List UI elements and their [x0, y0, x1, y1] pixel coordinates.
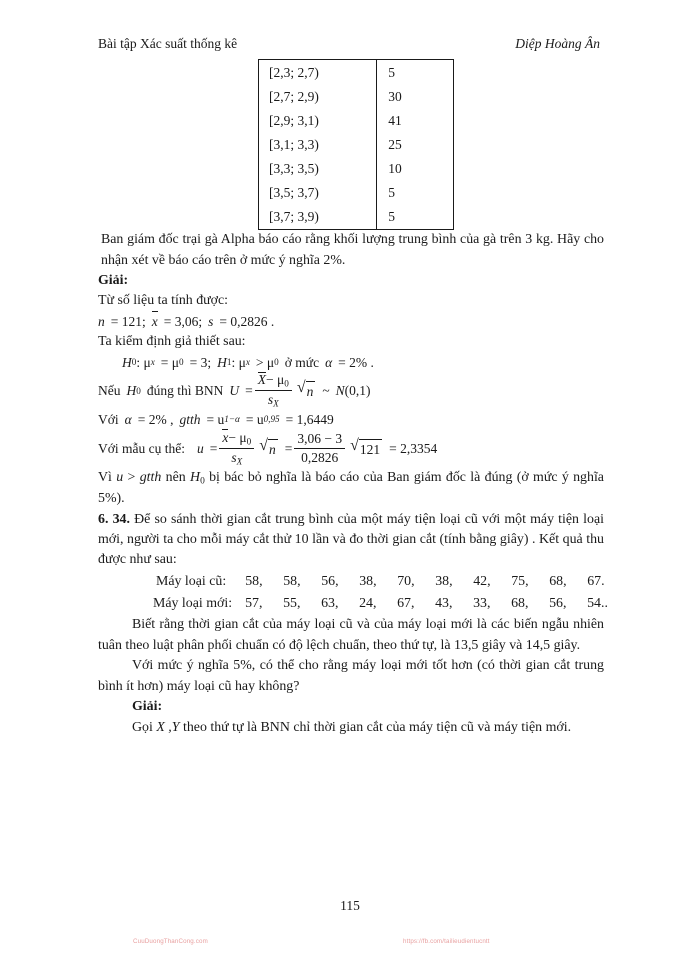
data-value: 67.	[587, 573, 605, 589]
data-value: 38,	[435, 573, 453, 589]
interval-cell: [2,9; 3,1)	[259, 108, 377, 132]
line-ta-kiem-dinh: Ta kiểm định giả thiết sau:	[98, 334, 246, 350]
u-symbol: u	[197, 440, 204, 456]
sample-computation-line	[98, 430, 604, 467]
eq-mu0: = μ	[160, 354, 180, 370]
s-subscript: X	[273, 398, 279, 409]
sqrt-n	[297, 380, 316, 403]
problem-634-answer-line	[98, 718, 604, 738]
eq-3: = 3;	[189, 354, 212, 370]
h1-colon-mu: : μ	[231, 354, 246, 370]
fraction-numerator: 3,06 − 3	[294, 431, 345, 449]
data-value: 68,	[511, 596, 529, 612]
gtth-symbol: gtth	[179, 412, 201, 428]
vi-text: Vì	[98, 469, 112, 485]
alpha-value: = 2% ,	[137, 412, 174, 428]
eq-u-2: = u	[245, 412, 264, 428]
fraction-denominator	[265, 391, 282, 409]
voi-text: Với	[98, 412, 119, 428]
table-row	[259, 157, 454, 181]
h0-symbol: H	[126, 383, 137, 399]
table-row	[259, 108, 454, 132]
critical-value: = 1,6449	[285, 412, 334, 428]
hypothesis-line	[98, 353, 604, 373]
data-value: 57,	[245, 596, 263, 612]
data-value: 67,	[397, 596, 415, 612]
data-value: 42,	[473, 573, 491, 589]
data-value: 43,	[435, 596, 453, 612]
table-row	[259, 84, 454, 108]
equals-sign: =	[209, 440, 218, 456]
h0-subscript: 0	[131, 356, 137, 367]
u-fraction	[219, 430, 254, 467]
interval-cell: [2,3; 2,7)	[259, 60, 377, 85]
n-value: = 121;	[110, 313, 146, 329]
computed-value: = 2,3354	[389, 440, 438, 456]
stats-line	[98, 312, 604, 332]
xy-variables: X ,Y	[156, 719, 180, 735]
interval-cell: [2,7; 2,9)	[259, 84, 377, 108]
count-cell: 10	[388, 161, 402, 177]
alpha-symbol: α	[124, 412, 132, 428]
table-row	[259, 181, 454, 205]
data-value: 58,	[245, 573, 263, 589]
normal-dist-symbol: N	[335, 383, 345, 399]
running-header	[98, 36, 604, 54]
problem-number: 6. 34.	[98, 511, 130, 527]
u-symbol: u	[116, 469, 124, 485]
new-machine-data-row	[98, 593, 608, 615]
u-subscript-2: 0,95	[263, 414, 280, 425]
dung-thi-bnn-text: đúng thì BNN	[146, 383, 224, 399]
data-value: 63,	[321, 596, 339, 612]
mu0b-subscript: 0	[274, 356, 279, 367]
interval-cell: [3,7; 3,9)	[259, 205, 377, 230]
header-book-title: Bài tập Xác suất thống kê	[98, 36, 238, 51]
data-value: 24,	[359, 596, 377, 612]
s-symbol: s	[231, 449, 237, 465]
equals-sign: =	[245, 383, 253, 399]
s-symbol: s	[208, 313, 214, 329]
data-value: 70,	[397, 573, 415, 589]
fraction-numerator	[255, 372, 292, 391]
problem-633-statement: Ban giám đốc trại gà Alpha báo cáo rằng khối lượng trung bình của gà trên 3 kg. Hãy cho nhận xét về báo cáo trên ở mức ý nghĩa 2%.	[101, 232, 604, 268]
h1-subscript: 1	[226, 356, 232, 367]
count-cell: 30	[388, 88, 402, 104]
mux2-subscript: x	[245, 356, 250, 367]
alpha-symbol: α	[325, 354, 333, 370]
mu0-subscript: 0	[179, 356, 184, 367]
data-value: 55,	[283, 596, 301, 612]
table-row	[259, 60, 454, 85]
xbar-value: = 3,06;	[163, 313, 203, 329]
mux-subscript: x	[150, 356, 155, 367]
new-machine-label: Máy loại mới:	[153, 596, 233, 612]
radicand: 121	[359, 439, 382, 460]
old-machine-values	[245, 574, 625, 589]
count-cell: 41	[388, 112, 402, 128]
mu0-subscript: 0	[246, 436, 252, 447]
header-author: Diệp Hoàng Ân	[515, 36, 600, 51]
problem-634-statement	[98, 510, 604, 571]
sqrt-n	[259, 437, 278, 460]
count-cell: 5	[388, 64, 396, 80]
normal-dist-args: (0,1)	[344, 383, 371, 399]
sqrt-121	[350, 437, 382, 460]
giai-heading-633: Giải:	[98, 272, 129, 288]
radical-sign: √	[259, 436, 268, 454]
conclusion-633	[98, 468, 604, 510]
gtth-symbol: gtth	[139, 469, 162, 485]
watermark-left: CuuDuongThanCong.com	[133, 938, 208, 945]
gt-mu0: > μ	[255, 354, 275, 370]
o-muc-text: ở mức	[284, 354, 320, 370]
radical-sign: √	[350, 436, 359, 454]
fraction-denominator	[228, 449, 245, 467]
interval-cell: [3,1; 3,3)	[259, 132, 377, 156]
interval-cell: [3,3; 3,5)	[259, 157, 377, 181]
goi-text: Gọi	[132, 719, 153, 735]
h0-colon-mu: : μ	[136, 354, 151, 370]
interval-cell: [3,5; 3,7)	[259, 181, 377, 205]
frequency-table-wrapper	[98, 59, 604, 230]
minus-mu0: − μ	[265, 372, 285, 388]
u-fraction	[255, 372, 292, 409]
voi-mau-cu-the-text: Với mẫu cụ thể:	[98, 440, 185, 456]
xbar-symbol: x	[222, 429, 229, 445]
count-cell: 5	[388, 209, 396, 225]
conclusion-rest: bị bác bỏ nghĩa là báo cáo của Ban giám đốc là đúng (ở mức ý nghĩa 5%).	[98, 469, 604, 507]
critical-value-line	[98, 410, 604, 430]
n-symbol: n	[98, 313, 105, 329]
radicand: n	[306, 381, 316, 402]
h0-subscript: 0	[136, 385, 141, 396]
radicand: n	[268, 439, 278, 460]
count-cell: 25	[388, 136, 402, 152]
old-machine-data-row	[98, 571, 604, 593]
neu-text: Nếu	[98, 383, 121, 399]
data-value: 33,	[473, 596, 491, 612]
problem-634-note: Biết rằng thời gian cắt của máy loại cũ và của máy loại mới là các biến ngẫu nhiên tuân theo luật phân phối chuẩn có độ lệch chuẩn, theo thứ tự, là 13,5 giây và 14,5 giây.	[98, 617, 604, 653]
data-value: 56,	[321, 573, 339, 589]
new-machine-values	[245, 596, 625, 611]
s-value: = 0,2826 .	[219, 313, 275, 329]
xbar-symbol: x	[152, 312, 158, 332]
table-row	[259, 205, 454, 230]
page-content	[98, 36, 608, 738]
watermark-right: https://fb.com/tailieudientucntt	[403, 938, 490, 945]
frequency-table	[258, 59, 454, 230]
data-value: 68,	[549, 573, 567, 589]
greater-than-sign: >	[127, 469, 136, 485]
giai-heading-634: Giải:	[132, 699, 163, 715]
page-number: 115	[340, 898, 360, 913]
answer-rest: theo thứ tự là BNN chỉ thời gian cắt của máy tiện cũ và máy tiện mới.	[182, 719, 572, 735]
fraction-numerator	[219, 430, 254, 449]
s-symbol: s	[267, 392, 274, 408]
tilde-sign: ~	[322, 383, 330, 399]
data-value: 54..	[587, 596, 608, 612]
xbar-capital-symbol: X	[257, 372, 266, 388]
numeric-fraction	[294, 431, 345, 465]
h1-symbol: H	[217, 354, 227, 370]
line-tu-so-lieu: Từ số liệu ta tính được:	[98, 293, 229, 309]
minus-mu0: − μ	[228, 429, 247, 445]
data-value: 75,	[511, 573, 529, 589]
h0-subscript: 0	[200, 476, 205, 487]
nen-text: nên	[165, 469, 186, 485]
problem-634-question: Với mức ý nghĩa 5%, có thể cho rằng máy loại mới tốt hơn (có thời gian cắt trung bình ít hơn) máy loại cũ hay không?	[98, 658, 604, 694]
data-value: 58,	[283, 573, 301, 589]
u-symbol: U	[229, 383, 240, 399]
alpha-value: = 2% .	[338, 354, 374, 370]
problem-634-text: Để so sánh thời gian cắt trung bình của một máy tiện loại cũ với một máy tiện loại mới, người ta cho mỗi máy cắt thử 10 lần và đo thời gian cắt (tính bằng giây) . Kết quả thu được như sau:	[98, 511, 604, 568]
data-value: 56,	[549, 596, 567, 612]
s-subscript: X	[236, 456, 243, 467]
bnn-statistic-line	[98, 373, 604, 410]
u-subscript-1: 1−α	[224, 414, 240, 425]
eq-u-1: = u	[206, 412, 225, 428]
old-machine-label: Máy loại cũ:	[156, 573, 227, 589]
h0-symbol: H	[190, 469, 201, 485]
count-cell: 5	[388, 185, 396, 201]
radical-sign: √	[296, 379, 306, 397]
mu0-subscript: 0	[284, 378, 289, 389]
h0-symbol: H	[122, 354, 132, 370]
table-row	[259, 132, 454, 156]
fraction-denominator: 0,2826	[301, 449, 339, 465]
data-value: 38,	[359, 573, 377, 589]
equals-sign-2: =	[284, 440, 293, 456]
